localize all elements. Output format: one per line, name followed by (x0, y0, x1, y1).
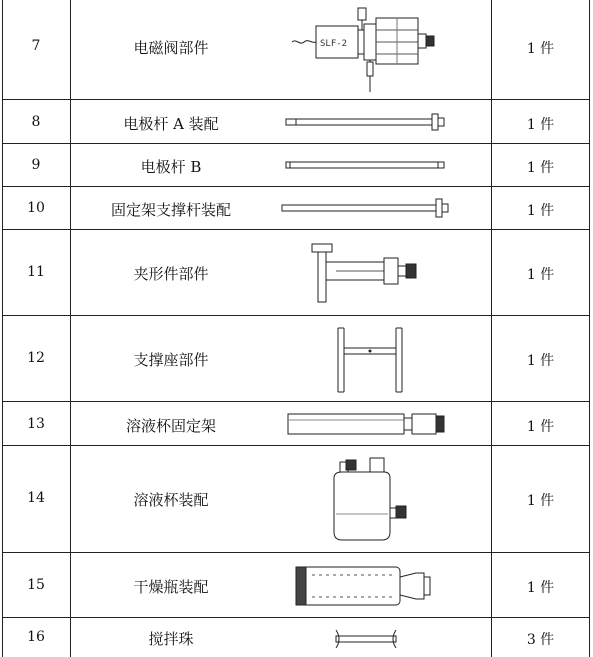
table-row (2, 187, 590, 230)
table-row (2, 402, 590, 446)
item-quantity: 1 件 (526, 41, 555, 57)
support-rod-icon (272, 195, 490, 221)
stir-bead-icon (272, 626, 490, 652)
electrode-rod-b-icon (272, 152, 490, 178)
item-name: 干燥瓶装配 (133, 578, 209, 596)
item-name: 电极杆 A 装配 (123, 115, 219, 133)
item-number: 10 (27, 200, 45, 216)
item-name: 夹形件部件 (133, 265, 209, 283)
item-number: 14 (27, 490, 45, 506)
item-number: 15 (27, 577, 45, 593)
item-name: 溶液杯固定架 (125, 417, 216, 435)
item-quantity: 1 件 (526, 117, 555, 133)
item-number: 7 (31, 38, 41, 54)
item-quantity: 1 件 (526, 160, 555, 176)
item-number: 11 (27, 264, 45, 280)
support-base-icon (272, 324, 490, 396)
solenoid-valve-icon (272, 4, 490, 96)
cup-holder-icon (272, 408, 490, 440)
item-quantity: 3 件 (526, 632, 555, 648)
item-quantity: 1 件 (526, 493, 555, 509)
item-name: 电磁阀部件 (133, 39, 209, 57)
item-name: 支撑座部件 (133, 351, 209, 369)
valve-label: SLF-2 (320, 39, 348, 49)
item-quantity: 1 件 (526, 419, 555, 435)
clamp-icon (272, 240, 490, 306)
item-quantity: 1 件 (526, 267, 555, 283)
item-quantity: 1 件 (526, 353, 555, 369)
table-row (2, 0, 590, 100)
table-row (2, 230, 590, 316)
item-name: 搅拌珠 (148, 630, 194, 648)
item-name: 电极杆 B (140, 158, 202, 176)
solution-cup-icon (272, 454, 490, 546)
item-name: 固定架支撑杆装配 (110, 201, 231, 219)
table-row (2, 446, 590, 553)
table-row (2, 553, 590, 618)
item-quantity: 1 件 (526, 580, 555, 596)
drying-bottle-icon (272, 563, 490, 609)
electrode-rod-a-icon (272, 108, 490, 136)
parts-table (2, 0, 590, 657)
table-row (2, 144, 590, 187)
table-row (2, 618, 590, 657)
item-number: 12 (27, 350, 45, 366)
item-number: 9 (31, 157, 41, 173)
item-number: 13 (27, 416, 45, 432)
item-quantity: 1 件 (526, 203, 555, 219)
item-name: 溶液杯装配 (133, 491, 209, 509)
item-number: 8 (31, 114, 41, 130)
item-number: 16 (27, 629, 45, 645)
table-row (2, 316, 590, 402)
table-row (2, 100, 590, 144)
